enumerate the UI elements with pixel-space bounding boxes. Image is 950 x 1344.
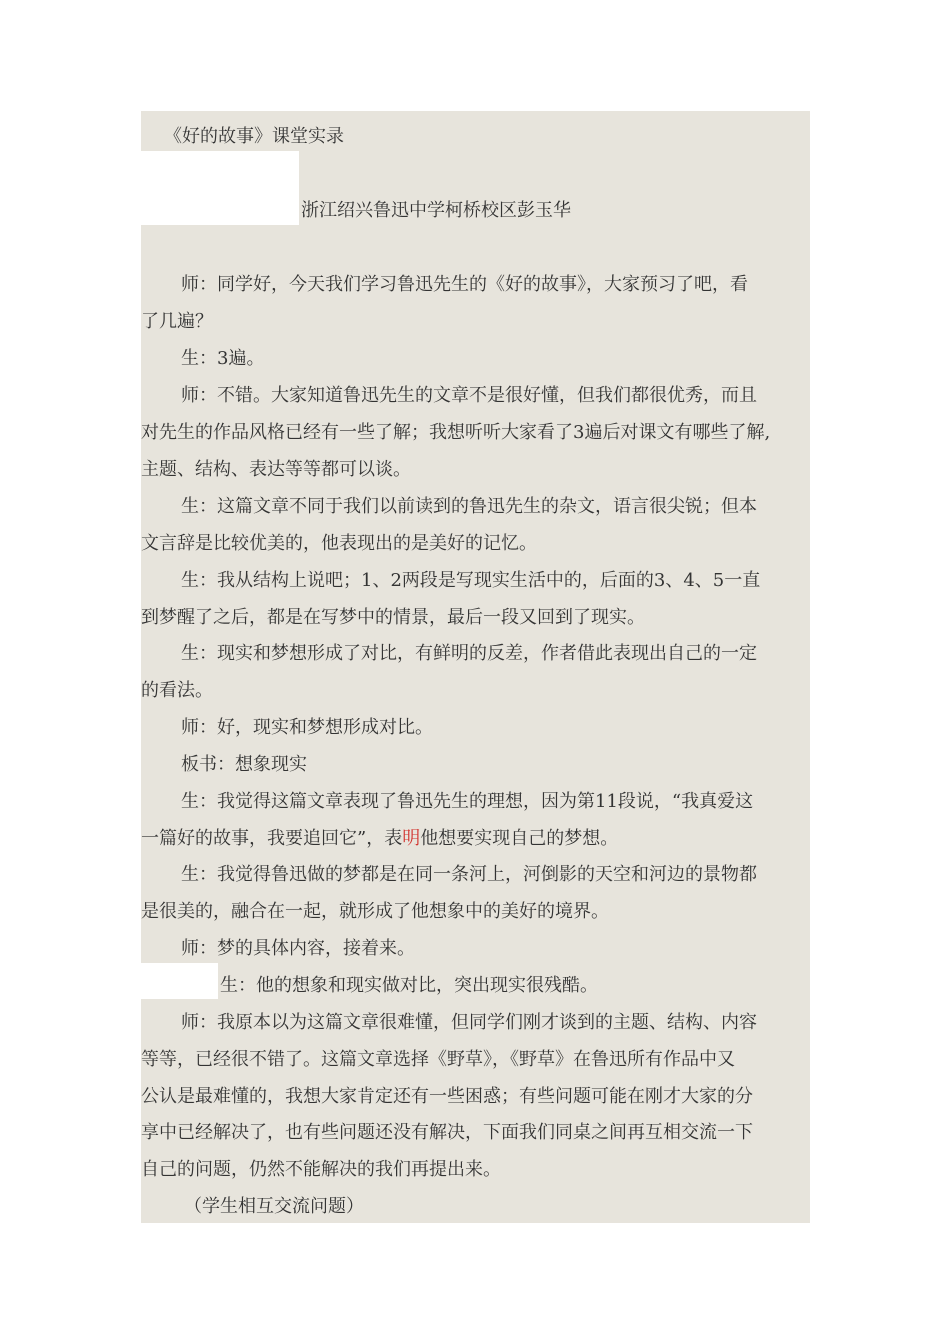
blank-block [141,963,218,999]
text-line: 师：好，现实和梦想形成对比。 [181,717,433,738]
text-line: 生：现实和梦想形成了对比，有鲜明的反差，作者借此表现出自己的一定 [181,643,757,664]
text-line: 了几遍？ [141,311,213,332]
text-line: 享中已经解决了，也有些问题还没有解决，下面我们同桌之间再互相交流一下 [141,1122,753,1143]
text-line: 生：我觉得鲁迅做的梦都是在同一条河上，河倒影的天空和河边的景物都 [181,864,757,885]
stage-direction: （学生相互交流问题） [184,1196,364,1217]
text-line: 师：不错。大家知道鲁迅先生的文章不是很好懂，但我们都很优秀，而且 [181,385,757,406]
text-line: 生：3遍。 [181,348,265,369]
document-title: 《好的故事》课堂实录 [164,126,344,147]
text-line: 师：我原本以为这篇文章很难懂，但同学们刚才谈到的主题、结构、内容 [181,1012,757,1033]
text-line: 的看法。 [141,680,213,701]
highlighted-char: 明 [402,828,421,849]
blank-block [141,151,299,225]
text-line: 生：我觉得这篇文章表现了鲁迅先生的理想，因为第11段说，“我真爱这 [181,791,754,812]
text-line: 等等，已经很不错了。这篇文章选择《野草》，《野草》在鲁迅所有作品中又 [141,1049,735,1070]
text-line: 师：同学好，今天我们学习鲁迅先生的《好的故事》，大家预习了吧，看 [181,274,748,295]
text-line: 到梦醒了之后，都是在写梦中的情景，最后一段又回到了现实。 [141,607,645,628]
board-note: 板书：想象现实 [181,754,307,775]
text-line: 师：梦的具体内容，接着来。 [181,938,415,959]
text-line: 是很美的，融合在一起，就形成了他想象中的美好的境界。 [141,901,609,922]
text-line: 自己的问题，仍然不能解决的我们再提出来。 [141,1159,501,1180]
text-line: 生：这篇文章不同于我们以前读到的鲁迅先生的杂文，语言很尖锐；但本 [181,496,757,517]
text-segment: 一篇好的故事，我要追回它”，表 [141,828,403,849]
author-line: 浙江绍兴鲁迅中学柯桥校区彭玉华 [301,200,571,221]
text-line: 生：我从结构上说吧；1、2两段是写现实生活中的，后面的3、4、5一直 [181,570,761,591]
text-line: 公认是最难懂的，我想大家肯定还有一些困惑；有些问题可能在刚才大家的分 [141,1086,753,1107]
text-line: 主题、结构、表达等等都可以谈。 [141,459,411,480]
text-line: 文言辞是比较优美的，他表现出的是美好的记忆。 [141,533,537,554]
text-line: 生：他的想象和现实做对比，突出现实很残酷。 [220,975,598,996]
text-segment: 他想要实现自己的梦想。 [420,828,619,849]
text-line [141,828,618,850]
text-line: 对先生的作品风格已经有一些了解；我想听听大家看了3遍后对课文有哪些了解, [141,422,771,443]
